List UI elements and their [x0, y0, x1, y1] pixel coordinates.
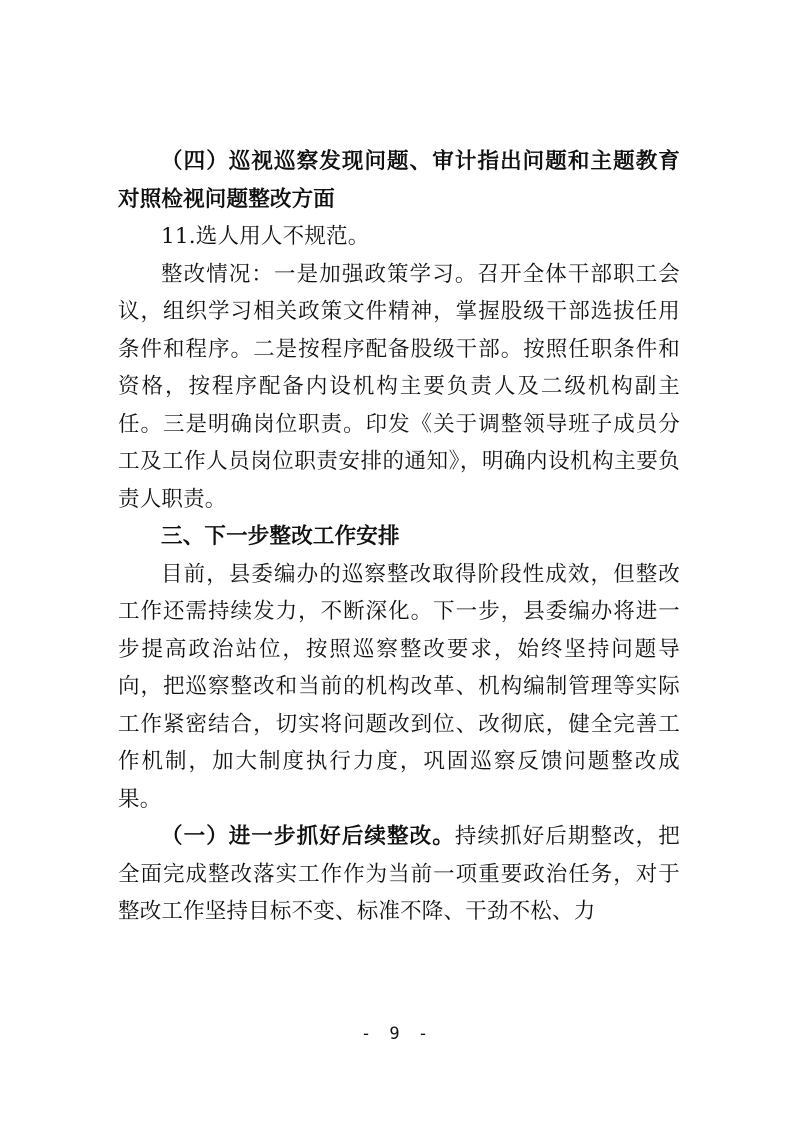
- point-1-paragraph: [118, 818, 680, 931]
- point-1-text: 持续抓好后期整改，把全面完成整改落实工作作为当前一项重要政治任务，对于整改工作坚持目标不变、标准不降、干劲不松、力: [118, 824, 680, 924]
- next-steps-paragraph: 目前，县委编办的巡察整改取得阶段性成效，但整改工作还需持续发力，不断深化。下一步，县委编办将进一步提高政治站位，按照巡察整改要求，始终坚持问题导向，把巡察整改和当前的机构改革、机构编制管理等实际工作紧密结合，切实将问题改到位、改彻底，健全完善工作机制，加大制度执行力度，巩固巡察反馈问题整改成果。: [118, 561, 680, 812]
- section-3-heading: 三、下一步整改工作安排: [161, 524, 400, 549]
- page-number: - 9 -: [360, 1024, 433, 1044]
- section-4-heading: （四）巡视巡察发现问题、审计指出问题和主题教育对照检视问题整改方面: [118, 149, 680, 212]
- rectification-paragraph: 整改情况：一是加强政策学习。召开全体干部职工会议，组织学习相关政策文件精神，掌握股级干部选拔任用条件和程序。二是按程序配备股级干部。按照任职条件和资格，按程序配备内设机构主要负责人及二级机构副主任。三是明确岗位职责。印发《关于调整领导班子成员分工及工作人员岗位职责安排的通知》，明确内设机构主要负责人职责。: [118, 261, 680, 512]
- item-11-title: 11.选人用人不规范。: [161, 224, 370, 249]
- point-1-lead: （一）进一步抓好后续整改。: [161, 824, 455, 849]
- document-body: [118, 143, 680, 931]
